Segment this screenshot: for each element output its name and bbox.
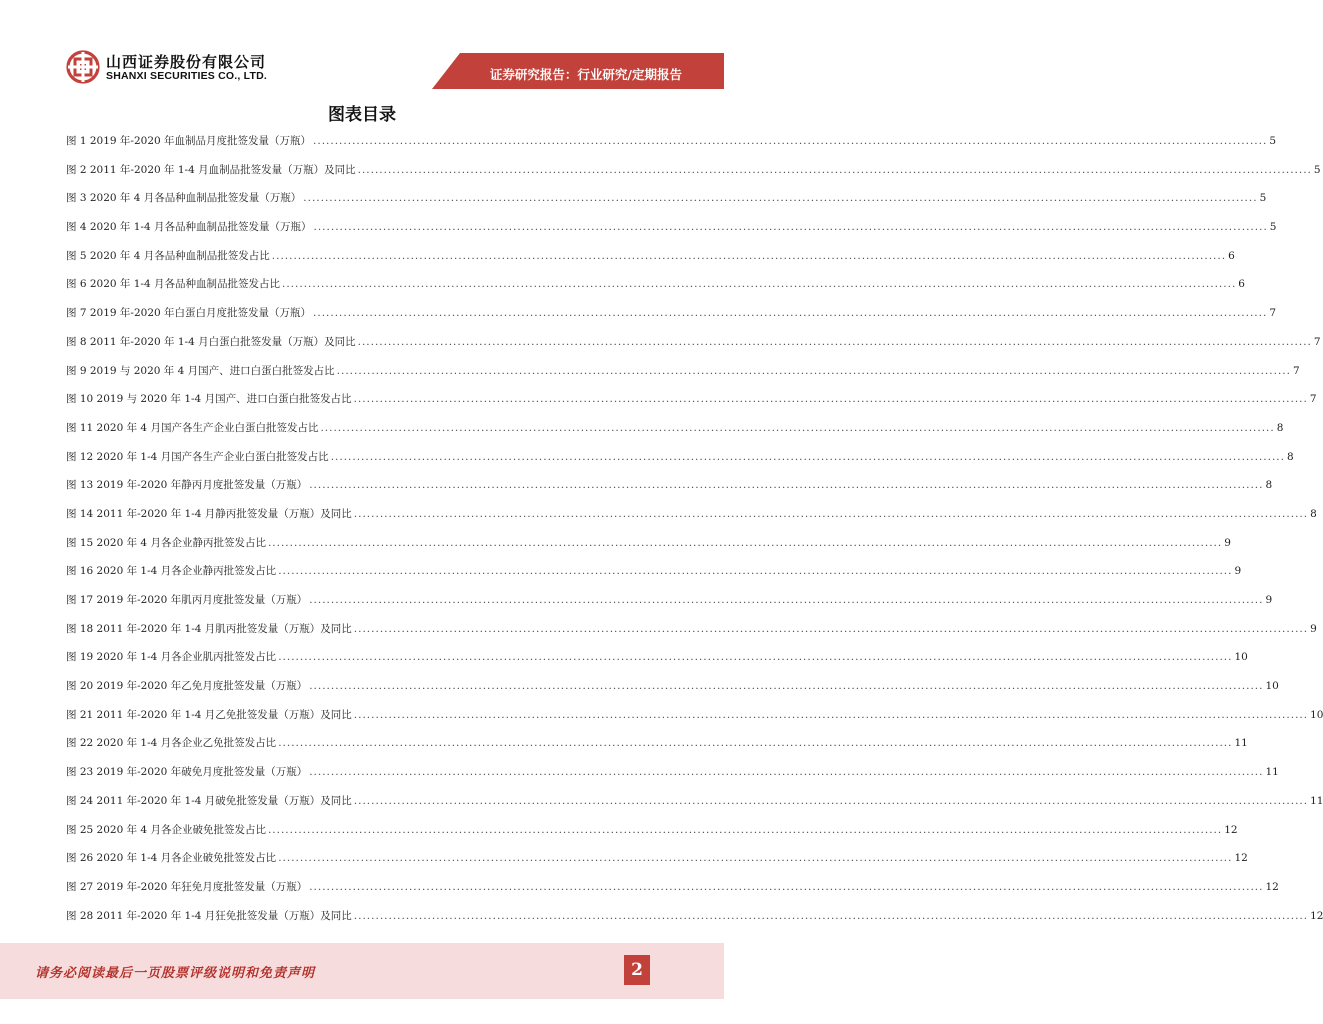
toc-entry[interactable]	[66, 363, 1300, 392]
toc-entry-label: 图 12 2020 年 1-4 月国产各生产企业白蛋白批签发占比	[66, 450, 329, 463]
toc-entry[interactable]	[66, 850, 1248, 879]
toc-dot-leader: ............................................................................................................................................................................................................................	[278, 651, 1233, 664]
toc-entry[interactable]	[66, 276, 1245, 305]
toc-entry-label: 图 20 2019 年-2020 年乙免月度批签发量（万瓶）	[66, 680, 308, 693]
toc-entry-page: 11	[1234, 737, 1248, 750]
toc-dot-leader: ............................................................................................................................................................................................................................	[278, 737, 1233, 750]
toc-dot-leader: ............................................................................................................................................................................................................................	[313, 135, 1268, 147]
toc-dot-leader: ............................................................................................................................................................................................................................	[353, 393, 1308, 406]
toc-entry-label: 图 15 2020 年 4 月各企业静丙批签发占比	[66, 536, 266, 549]
toc-entry-page: 11	[1310, 794, 1323, 807]
toc-dot-leader: ............................................................................................................................................................................................................................	[357, 163, 1312, 176]
toc-dot-leader: ............................................................................................................................................................................................................................	[309, 766, 1264, 779]
toc-dot-leader: ............................................................................................................................................................................................................................	[278, 852, 1233, 865]
table-of-figures	[66, 133, 1323, 936]
toc-dot-leader: ............................................................................................................................................................................................................................	[313, 221, 1268, 234]
report-type-label: 证券研究报告：行业研究/定期报告	[489, 67, 682, 82]
toc-entry[interactable]	[66, 764, 1279, 793]
toc-entry-page: 5	[1269, 135, 1277, 147]
toc-dot-leader: ............................................................................................................................................................................................................................	[353, 794, 1309, 807]
toc-entry-label: 图 21 2011 年-2020 年 1-4 月乙免批签发量（万瓶）及同比	[66, 708, 352, 721]
toc-entry-page: 12	[1234, 852, 1248, 865]
toc-entry-label: 图 26 2020 年 1-4 月各企业破免批签发占比	[66, 852, 277, 865]
toc-dot-leader: ............................................................................................................................................................................................................................	[336, 364, 1291, 377]
toc-entry-page: 8	[1276, 421, 1284, 434]
toc-entry[interactable]	[66, 908, 1323, 937]
toc-entry[interactable]	[66, 248, 1235, 277]
toc-entry-page: 8	[1265, 479, 1273, 492]
toc-entry-label: 图 14 2011 年-2020 年 1-4 月静丙批签发量（万瓶）及同比	[66, 507, 352, 520]
toc-entry-label: 图 28 2011 年-2020 年 1-4 月狂免批签发量（万瓶）及同比	[66, 909, 352, 922]
toc-entry[interactable]	[66, 678, 1279, 707]
toc-dot-leader: ............................................................................................................................................................................................................................	[353, 909, 1309, 922]
toc-entry-label: 图 16 2020 年 1-4 月各企业静丙批签发占比	[66, 565, 277, 578]
toc-dot-leader: ............................................................................................................................................................................................................................	[330, 450, 1285, 463]
toc-entry-page: 7	[1309, 393, 1317, 406]
toc-entry[interactable]	[66, 305, 1277, 334]
toc-entry-page: 9	[1310, 622, 1317, 635]
toc-entry[interactable]	[66, 506, 1317, 535]
toc-entry-label: 图 17 2019 年-2020 年肌丙月度批签发量（万瓶）	[66, 594, 308, 606]
toc-entry[interactable]	[66, 879, 1279, 908]
toc-entry-label: 图 6 2020 年 1-4 月各品种血制品批签发占比	[66, 278, 280, 291]
toc-entry[interactable]	[66, 391, 1317, 420]
toc-entry-page: 7	[1292, 364, 1300, 377]
toc-dot-leader: ............................................................................................................................................................................................................................	[353, 622, 1309, 635]
toc-entry[interactable]	[66, 535, 1231, 564]
toc-entry-label: 图 18 2011 年-2020 年 1-4 月肌丙批签发量（万瓶）及同比	[66, 622, 352, 635]
toc-entry[interactable]	[66, 822, 1238, 851]
toc-entry-label: 图 27 2019 年-2020 年狂免月度批签发量（万瓶）	[66, 880, 308, 893]
toc-entry-label: 图 19 2020 年 1-4 月各企业肌丙批签发占比	[66, 651, 277, 664]
toc-entry-label: 图 22 2020 年 1-4 月各企业乙免批签发占比	[66, 737, 277, 750]
toc-entry[interactable]	[66, 592, 1273, 621]
page-header	[0, 0, 724, 100]
toc-entry[interactable]	[66, 621, 1317, 650]
toc-entry[interactable]	[66, 707, 1323, 736]
page-number: 2	[624, 955, 650, 985]
toc-entry-label: 图 9 2019 与 2020 年 4 月国产、进口白蛋白批签发占比	[66, 364, 335, 377]
toc-entry-page: 9	[1224, 536, 1231, 549]
toc-entry-page: 8	[1286, 450, 1294, 463]
toc-entry-label: 图 7 2019 年-2020 年白蛋白月度批签发量（万瓶）	[66, 307, 312, 320]
page-title: 图表目录	[328, 105, 396, 125]
toc-entry-page: 8	[1310, 507, 1317, 520]
toc-entry-label: 图 24 2011 年-2020 年 1-4 月破免批签发量（万瓶）及同比	[66, 794, 352, 807]
toc-entry-page: 7	[1269, 307, 1277, 320]
toc-entry-label: 图 5 2020 年 4 月各品种血制品批签发占比	[66, 249, 270, 262]
toc-dot-leader: ............................................................................................................................................................................................................................	[313, 307, 1268, 320]
toc-entry-label: 图 3 2020 年 4 月各品种血制品批签发量（万瓶）	[66, 192, 302, 205]
toc-entry-label: 图 11 2020 年 4 月国产各生产企业白蛋白批签发占比	[66, 421, 319, 434]
toc-entry-label: 图 23 2019 年-2020 年破免月度批签发量（万瓶）	[66, 766, 308, 779]
toc-dot-leader: ............................................................................................................................................................................................................................	[353, 708, 1309, 721]
toc-entry-page: 5	[1269, 221, 1277, 234]
toc-entry-page: 10	[1265, 680, 1279, 693]
toc-entry-page: 5	[1259, 192, 1267, 205]
toc-dot-leader: ............................................................................................................................................................................................................................	[267, 823, 1223, 836]
disclaimer-note: 请务必阅读最后一页股票评级说明和免责声明	[35, 966, 316, 981]
toc-entry-label: 图 13 2019 年-2020 年静丙月度批签发量（万瓶）	[66, 479, 308, 492]
toc-entry-page: 12	[1224, 823, 1238, 836]
toc-entry[interactable]	[66, 563, 1242, 592]
company-name-cn: 山西证券股份有限公司	[106, 53, 267, 71]
toc-entry[interactable]	[66, 649, 1248, 678]
toc-dot-leader: ............................................................................................................................................................................................................................	[353, 507, 1309, 520]
toc-entry[interactable]	[66, 190, 1267, 219]
shanxi-securities-logo-icon	[66, 50, 100, 84]
toc-entry-page: 10	[1310, 708, 1323, 721]
toc-entry-page: 12	[1310, 909, 1323, 922]
toc-entry[interactable]	[66, 735, 1248, 764]
toc-entry-page: 9	[1265, 594, 1273, 606]
toc-dot-leader: ............................................................................................................................................................................................................................	[271, 249, 1227, 262]
company-name-en: SHANXI SECURITIES CO., LTD.	[106, 70, 267, 82]
toc-entry-page: 10	[1234, 651, 1248, 664]
toc-dot-leader: ............................................................................................................................................................................................................................	[309, 680, 1264, 693]
toc-dot-leader: ............................................................................................................................................................................................................................	[320, 421, 1275, 434]
toc-entry-page: 7	[1313, 335, 1321, 348]
toc-entry-page: 6	[1238, 278, 1245, 291]
toc-entry-label: 图 4 2020 年 1-4 月各品种血制品批签发量（万瓶）	[66, 221, 312, 234]
toc-entry-label: 图 1 2019 年-2020 年血制品月度批签发量（万瓶）	[66, 135, 312, 147]
toc-dot-leader: ............................................................................................................................................................................................................................	[309, 479, 1264, 492]
toc-entry-page: 6	[1228, 249, 1235, 262]
toc-entry[interactable]	[66, 162, 1321, 191]
toc-entry[interactable]	[66, 477, 1273, 506]
toc-entry[interactable]	[66, 133, 1277, 162]
toc-entry-label: 图 25 2020 年 4 月各企业破免批签发占比	[66, 823, 266, 836]
toc-entry-page: 5	[1313, 163, 1321, 176]
toc-dot-leader: ............................................................................................................................................................................................................................	[309, 594, 1264, 606]
toc-entry-page: 9	[1234, 565, 1242, 578]
toc-dot-leader: ............................................................................................................................................................................................................................	[267, 536, 1223, 549]
toc-entry-label: 图 2 2011 年-2020 年 1-4 月血制品批签发量（万瓶）及同比	[66, 163, 356, 176]
toc-entry[interactable]	[66, 793, 1323, 822]
toc-entry[interactable]	[66, 219, 1277, 248]
toc-dot-leader: ............................................................................................................................................................................................................................	[309, 880, 1264, 893]
toc-dot-leader: ............................................................................................................................................................................................................................	[357, 335, 1312, 348]
toc-dot-leader: ............................................................................................................................................................................................................................	[282, 278, 1237, 291]
toc-entry-page: 12	[1265, 880, 1279, 893]
toc-entry[interactable]	[66, 420, 1284, 449]
toc-entry-label: 图 10 2019 与 2020 年 1-4 月国产、进口白蛋白批签发占比	[66, 393, 352, 406]
toc-entry-label: 图 8 2011 年-2020 年 1-4 月白蛋白批签发量（万瓶）及同比	[66, 335, 356, 348]
toc-dot-leader: ............................................................................................................................................................................................................................	[303, 192, 1258, 205]
toc-entry[interactable]	[66, 334, 1321, 363]
toc-entry-page: 11	[1265, 766, 1279, 779]
toc-entry[interactable]	[66, 449, 1294, 478]
toc-dot-leader: ............................................................................................................................................................................................................................	[278, 565, 1233, 578]
